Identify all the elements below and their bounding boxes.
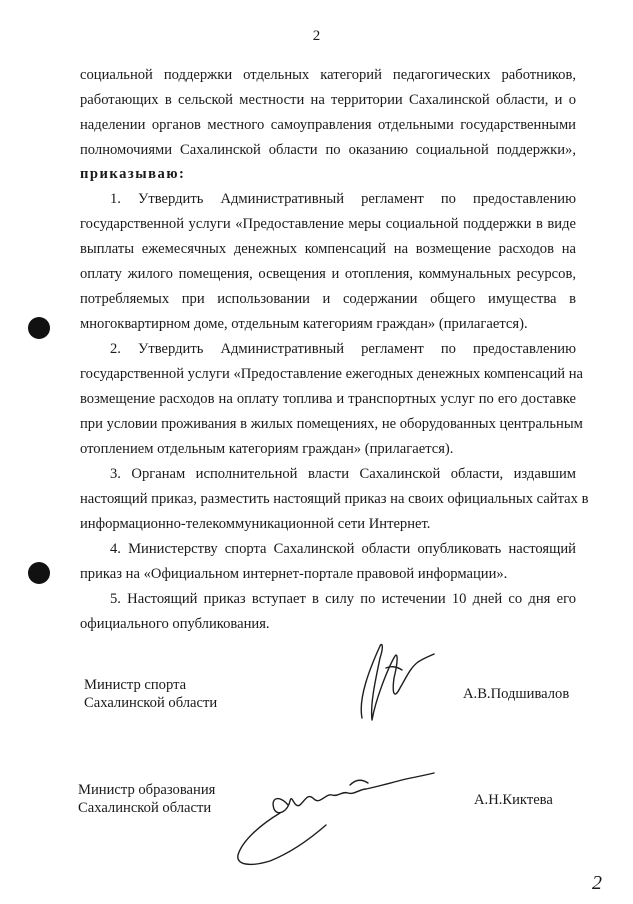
item-2-line: при условии проживания в жилых помещениях, не оборудованных центральным	[80, 416, 583, 432]
signature-2-image	[230, 765, 440, 875]
item-3-line: 3. Органам исполнительной власти Сахалинской области, издавшим	[110, 466, 576, 482]
item-2-line: возмещение расходов на оплату топлива и транспортных услуг по его доставке	[80, 391, 576, 407]
item-1-line: государственной услуги «Предоставление меры социальной поддержки в виде	[80, 216, 576, 232]
item-3-line: настоящий приказ, разместить настоящий приказ на своих официальных сайтах в	[80, 491, 589, 507]
item-1-line: оплату жилого помещения, освещения и отопления, коммунальных ресурсов,	[80, 266, 576, 282]
punch-hole	[28, 317, 50, 339]
item-2-line: государственной услуги «Предоставление ежегодных денежных компенсаций на	[80, 366, 584, 382]
page-number: 2	[312, 28, 321, 44]
item-2-line: отоплением отдельным категориям граждан» (прилагается).	[80, 441, 454, 457]
signatory-title-line: Министр образования	[78, 782, 216, 798]
item-3-line: информационно-телекоммуникационной сети Интернет.	[80, 516, 431, 532]
item-4-line: приказ на «Официальном интернет-портале правовой информации».	[80, 566, 508, 582]
item-4-line: 4. Министерству спорта Сахалинской области опубликовать настоящий	[110, 541, 576, 557]
signatory-1-name: А.В.Подшивалов	[463, 686, 570, 702]
item-1-line: выплаты ежемесячных денежных компенсаций на возмещение расходов на	[80, 241, 576, 257]
signatory-title-line: Министр спорта	[84, 677, 187, 693]
text-line: полномочиями Сахалинской области по оказанию социальной поддержки»,	[80, 142, 576, 158]
signatory-1-title	[84, 676, 217, 712]
handwritten-page-mark: 2	[592, 872, 602, 894]
item-1-line: 1. Утвердить Административный регламент по предоставлению	[110, 191, 576, 207]
text-line: наделении органов местного самоуправления отдельными государственными	[80, 117, 576, 133]
item-5-line: 5. Настоящий приказ вступает в силу по истечении 10 дней со дня его	[110, 591, 576, 607]
punch-hole	[28, 562, 50, 584]
item-1-line: многоквартирном доме, отдельным категориям граждан» (прилагается).	[80, 316, 528, 332]
item-2-line: 2. Утвердить Административный регламент по предоставлению	[110, 341, 576, 357]
signatory-title-line: Сахалинской области	[84, 695, 218, 711]
text-line: социальной поддержки отдельных категорий педагогических работников,	[80, 67, 576, 83]
item-5-line: официального опубликования.	[80, 616, 270, 632]
text-line: работающих в сельской местности на территории Сахалинской области, и о	[80, 92, 576, 108]
signatory-title-line: Сахалинской области	[78, 800, 212, 816]
signature-1-image	[340, 638, 440, 728]
item-1-line: потребляемых при использовании и содержании общего имущества в	[80, 291, 576, 307]
signatory-2-title	[78, 781, 215, 817]
signatory-2-name: А.Н.Киктева	[474, 792, 553, 808]
order-keyword: приказываю:	[80, 166, 186, 182]
